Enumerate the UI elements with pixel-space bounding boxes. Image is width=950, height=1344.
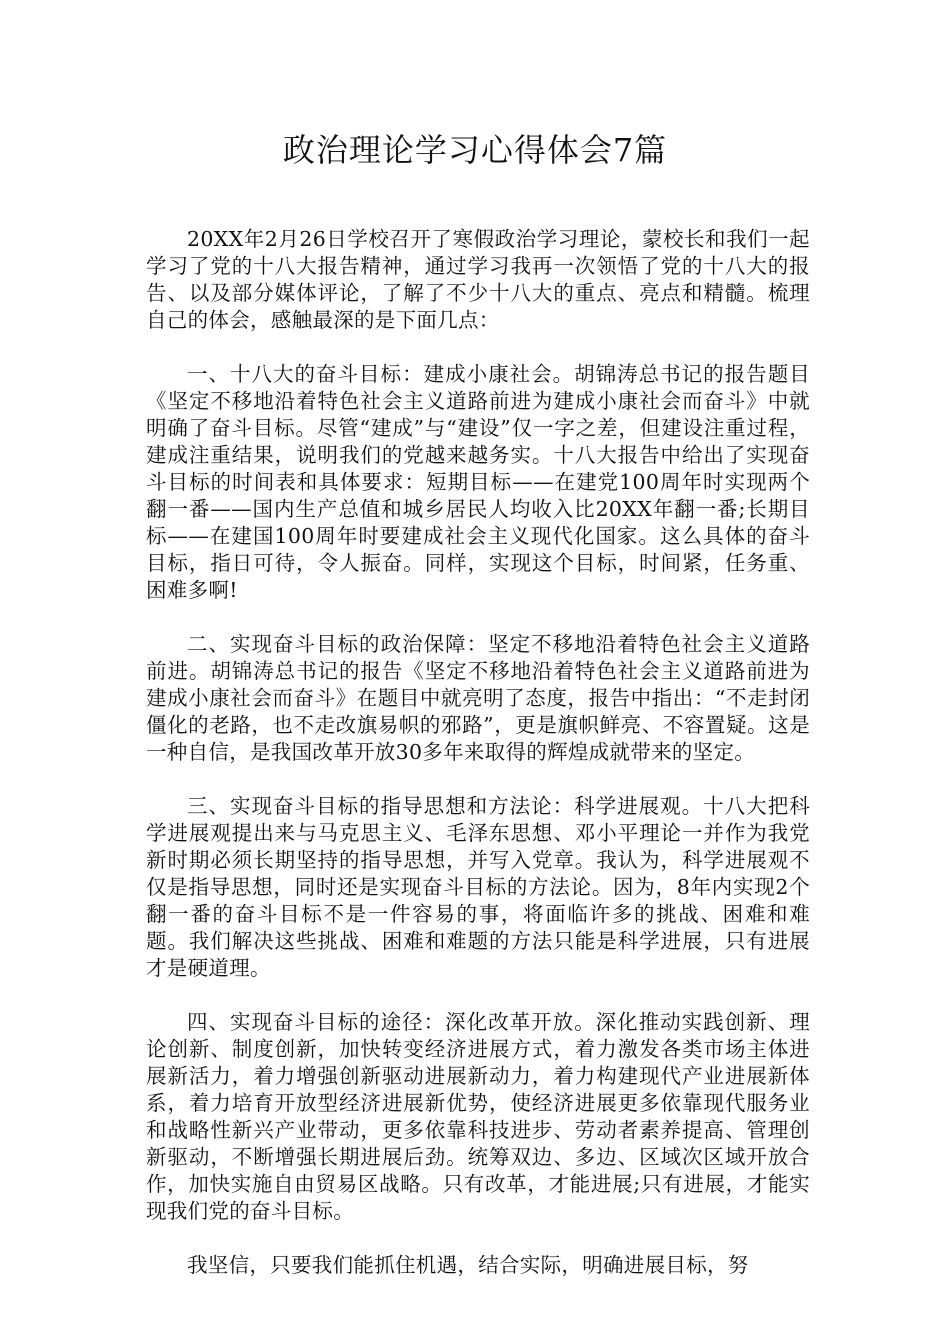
paragraph-section-4: 四、实现奋斗目标的途径：深化改革开放。深化推动实践创新、理论创新、制度创新，加快转变经济进展方式，着力激发各类市场主体进展新活力，着力增强创新驱动进展新动力，着力构建现代产业进展新体系，着力培育开放型经济进展新优势，使经济进展更多依靠现代服务业和战略性新兴产业带动，更多依靠科技进步、劳动者素养提高、管理创新驱动，不断增强长期进展后劲。统筹双边、多边、区域次区域开放合作，加快实施自由贸易区战略。只有改革，才能进展;只有进展，才能实现我们党的奋斗目标。 <box>146 1010 810 1223</box>
paragraph-section-2: 二、实现奋斗目标的政治保障：坚定不移地沿着特色社会主义道路前进。胡锦涛总书记的报告《坚定不移地沿着特色社会主义道路前进为建成小康社会而奋斗》在题目中就亮明了态度，报告中指出：“不走封闭僵化的老路，也不走改旗易帜的邪路”，更是旗帜鲜亮、不容置疑。这是一种自信，是我国改革开放30多年来取得的辉煌成就带来的坚定。 <box>146 632 810 764</box>
paragraph-section-1: 一、十八大的奋斗目标：建成小康社会。胡锦涛总书记的报告题目《坚定不移地沿着特色社会主义道路前进为建成小康社会而奋斗》中就明确了奋斗目标。尽管“建成”与“建设”仅一字之差，但建设注重过程，建成注重结果，说明我们的党越来越务实。十八大报告中给出了实现奋斗目标的时间表和具体要求：短期目标——在建党100周年时实现两个翻一番——国内生产总值和城乡居民人均收入比20XX年翻一番;长期目标——在建国100周年时要建成社会主义现代化国家。这么具体的奋斗目标，指日可待，令人振奋。同样，实现这个目标，时间紧，任务重、困难多啊! <box>146 362 810 602</box>
paragraph-section-3: 三、实现奋斗目标的指导思想和方法论：科学进展观。十八大把科学进展观提出来与马克思主义、毛泽东思想、邓小平理论一并作为我党新时期必须长期坚持的指导思想，并写入党章。我认为，科学进展观不仅是指导思想，同时还是实现奋斗目标的方法论。因为，8年内实现2个翻一番的奋斗目标不是一件容易的事，将面临许多的挑战、困难和难题。我们解决这些挑战、困难和难题的方法只能是科学进展，只有进展才是硬道理。 <box>146 794 810 980</box>
paragraph-conclusion: 我坚信，只要我们能抓住机遇，结合实际，明确进展目标，努 <box>187 1253 749 1277</box>
paragraph-intro: 20XX年2月26日学校召开了寒假政治学习理论，蒙校长和我们一起学习了党的十八大报告精神，通过学习我再一次领悟了党的十八大的报告、以及部分媒体评论，了解了不少十八大的重点、亮点和精髓。梳理自己的体会，感触最深的是下面几点： <box>146 227 810 332</box>
document-body <box>146 226 810 1306</box>
document-title: 政治理论学习心得体会7篇 <box>282 131 668 169</box>
